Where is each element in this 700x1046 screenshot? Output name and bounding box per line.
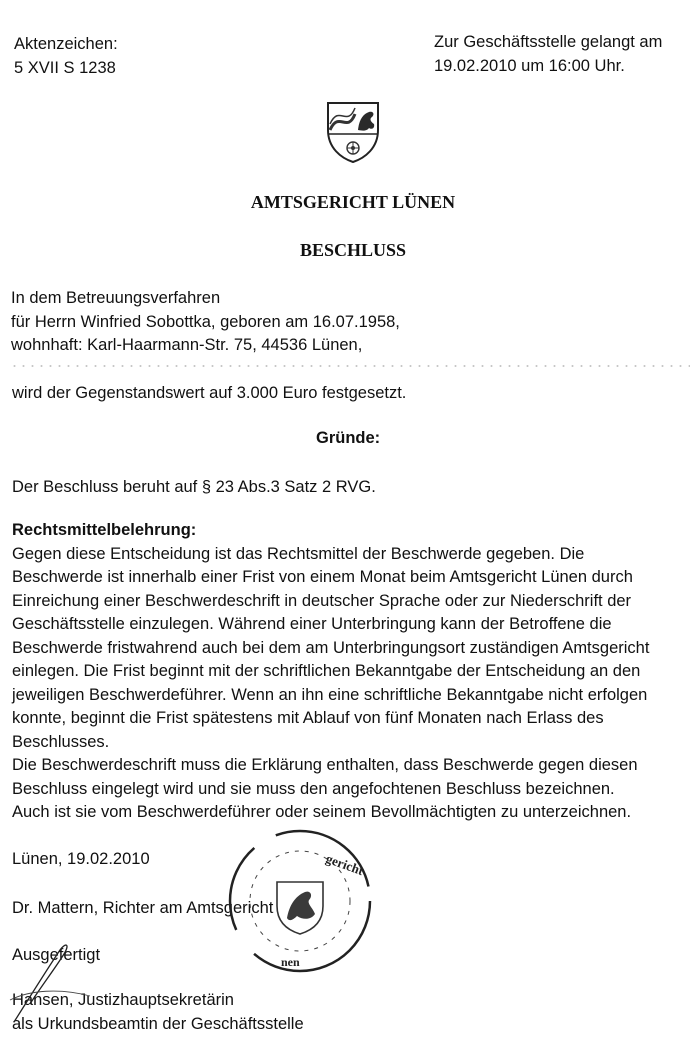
- appeal-notice-line: Beschluss eingelegt wird und sie muss den angefochtenen Beschluss bezeichnen.: [12, 779, 615, 798]
- appeal-notice-line: Beschwerde ist innerhalb einer Frist von einem Monat beim Amtsgericht Lünen durch: [12, 568, 633, 586]
- faint-dotted-line: [10, 364, 690, 368]
- proceeding-line-3: wohnhaft: Karl-Haarmann-Str. 75, 44536 Lünen,: [11, 336, 363, 354]
- place-date: Lünen, 19.02.2010: [12, 850, 150, 868]
- appeal-notice-line: Auch ist sie vom Beschwerdeführer oder seinem Bevollmächtigten zu unterzeichnen.: [12, 803, 632, 821]
- court-name: AMTSGERICHT LÜNEN: [250, 192, 456, 212]
- appeal-notice-line: einlegen. Die Frist beginnt mit der schriftlichen Bekanntgabe der Entscheidung an den: [12, 662, 641, 680]
- appeal-notice-line: Beschlusses.: [12, 732, 110, 751]
- appeal-notice-line: Beschwerde fristwahrend auch bei dem am Unterbringungsort zuständigen Amtsgericht: [12, 638, 650, 657]
- appeal-notice: [12, 519, 649, 825]
- clerk-line-2: als Urkundsbeamtin der Geschäftsstelle: [12, 1014, 304, 1033]
- document-type-title: BESCHLUSS: [299, 240, 407, 260]
- nrw-coat-of-arms-icon: [325, 100, 381, 164]
- proceeding-block: [11, 287, 400, 358]
- appeal-notice-line: Gegen diese Entscheidung ist das Rechtsmittel der Beschwerde gegeben. Die: [12, 544, 585, 563]
- decision-text: wird der Gegenstandswert auf 3.000 Euro festgesetzt.: [12, 384, 407, 402]
- grounds-heading: Gründe:: [316, 429, 381, 447]
- clerk-line-1: Hansen, Justizhauptsekretärin: [12, 991, 234, 1009]
- seal-text-bottom: nen: [281, 955, 300, 969]
- handwritten-signature-icon: [0, 930, 120, 1030]
- grounds-text: Der Beschluss beruht auf § 23 Abs.3 Satz 2 RVG.: [12, 478, 376, 496]
- file-reference-number: 5 XVII S 1238: [14, 58, 116, 77]
- court-seal-icon: [225, 826, 375, 976]
- judge-signature-line: Dr. Mattern, Richter am Amtsgericht: [12, 899, 274, 917]
- appeal-notice-line: Einreichung einer Beschwerdeschrift in deutscher Sprache oder zur Niederschrift der: [12, 591, 632, 610]
- proceeding-line-1: In dem Betreuungsverfahren: [11, 289, 221, 307]
- proceeding-line-2: für Herrn Winfried Sobottka, geboren am 16.07.1958,: [11, 312, 400, 331]
- appeal-notice-line: Die Beschwerdeschrift muss die Erklärung enthalten, dass Beschwerde gegen diesen: [12, 756, 638, 774]
- file-reference: [14, 33, 118, 80]
- appeal-notice-line: Geschäftsstelle einzulegen. Während einer Unterbringung kann der Betroffene die: [12, 615, 612, 633]
- file-reference-label: Aktenzeichen:: [14, 35, 118, 53]
- appeal-notice-line: jeweiligen Beschwerdeführer. Wenn an ihn eine schriftliche Bekanntgabe nicht erfolgen: [12, 685, 648, 704]
- seal-text-top: gericht: [323, 850, 366, 879]
- received-stamp-note: [434, 31, 662, 78]
- received-line-1: Zur Geschäftsstelle gelangt am: [434, 33, 663, 51]
- received-line-2: 19.02.2010 um 16:00 Uhr.: [434, 56, 625, 75]
- appeal-notice-line: konnte, beginnt die Frist spätestens mit Ablauf von fünf Monaten nach Erlass des: [12, 709, 604, 727]
- issued-note: Ausgefertigt: [12, 946, 101, 964]
- appeal-notice-heading: Rechtsmittelbelehrung:: [12, 521, 197, 539]
